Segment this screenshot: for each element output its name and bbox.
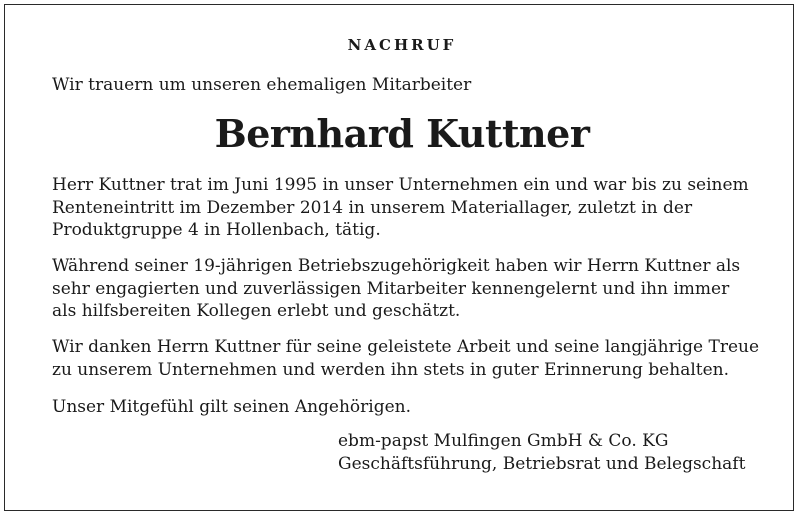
- intro-text: Wir trauern um unseren ehemaligen Mitarbeiter: [52, 75, 472, 95]
- paragraph-line: Wir danken Herrn Kuttner für seine geleistete Arbeit und seine langjährige Treue: [52, 337, 760, 357]
- paragraph-line: Produktgruppe 4 in Hollenbach, tätig.: [52, 220, 381, 240]
- deceased-name: Bernhard Kuttner: [214, 111, 590, 156]
- signature-company: ebm-papst Mulfingen GmbH & Co. KG: [338, 431, 669, 451]
- paragraph-line: zu unserem Unternehmen und werden ihn stets in guter Erinnerung behalten.: [52, 359, 730, 380]
- paragraph-career: [52, 174, 752, 242]
- paragraph-line: Unser Mitgefühl gilt seinen Angehörigen.: [52, 397, 412, 417]
- paragraph-line: Renteneintritt im Dezember 2014 in unserem Materiallager, zuletzt in der: [52, 197, 693, 218]
- paragraph-thanks: [52, 336, 760, 381]
- paragraph-line: als hilfsbereiten Kollegen erlebt und geschätzt.: [52, 301, 461, 321]
- notice-heading: NACHRUF: [347, 36, 457, 54]
- paragraph-line: sehr engagierten und zuverlässigen Mitarbeiter kennengelernt und ihn immer: [52, 278, 730, 299]
- signature-signatories: Geschäftsführung, Betriebsrat und Belegschaft: [338, 454, 746, 474]
- paragraph-line: Während seiner 19-jährigen Betriebszugehörigkeit haben wir Herrn Kuttner als: [52, 256, 741, 276]
- paragraph-tribute: [52, 255, 752, 323]
- paragraph-condolence: [52, 396, 752, 419]
- signature-block: [338, 430, 745, 476]
- paragraph-line: Herr Kuttner trat im Juni 1995 in unser Unternehmen ein und war bis zu seinem: [52, 175, 749, 195]
